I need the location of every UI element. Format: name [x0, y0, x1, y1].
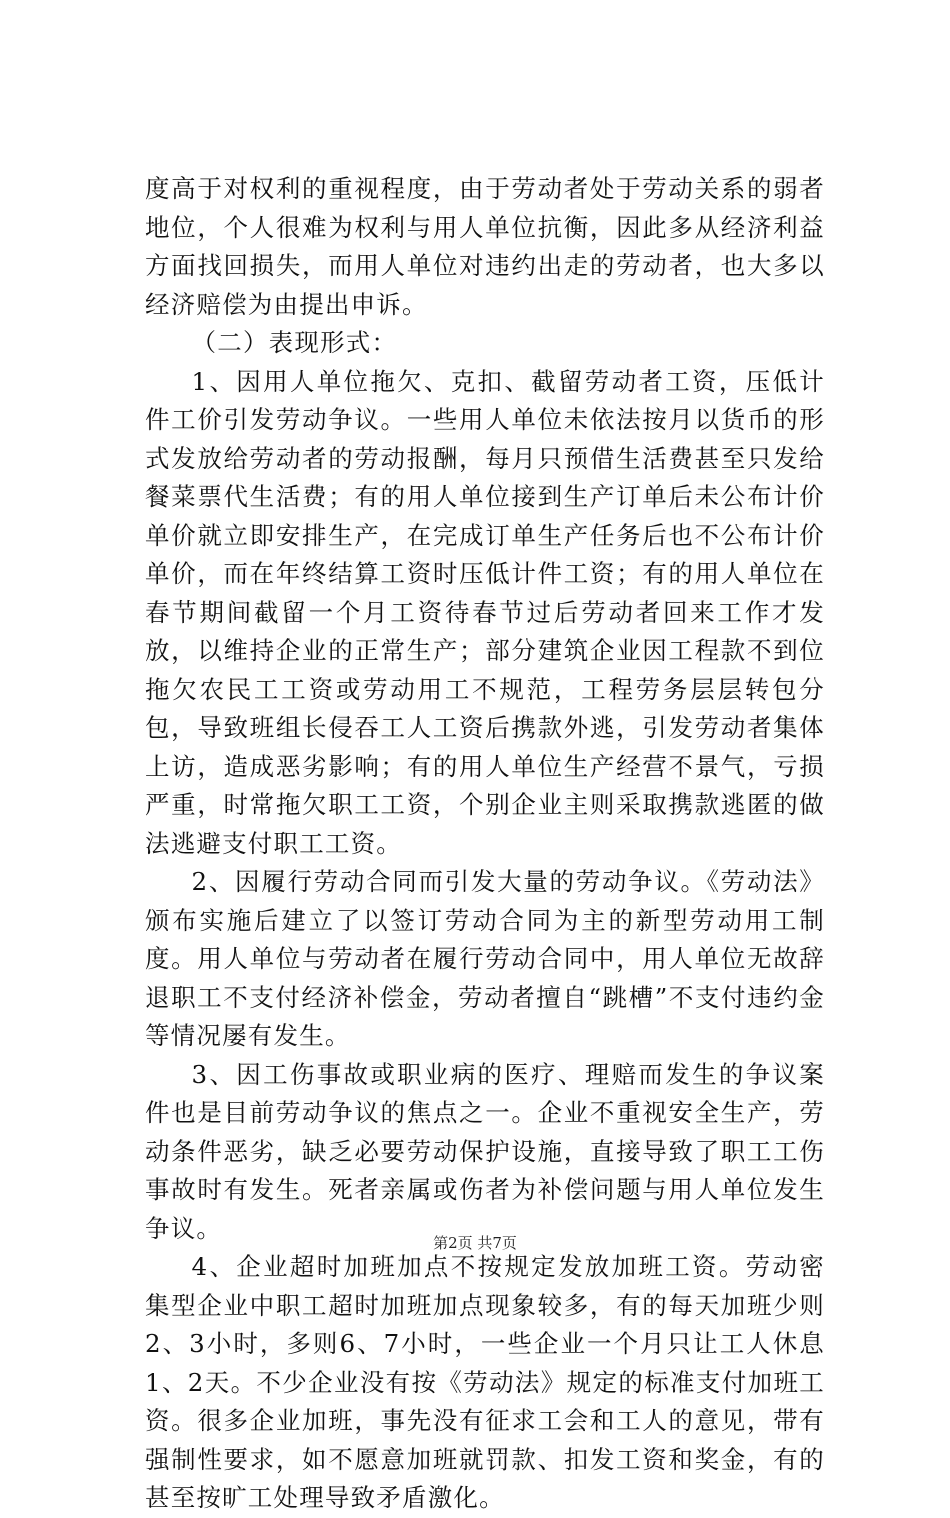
page-number-footer: 第2页 共7页	[433, 1234, 517, 1252]
paragraph-item-1: 1、因用人单位拖欠、克扣、截留劳动者工资，压低计件工价引发劳动争议。一些用人单位未依法按月以货币的形式发放给劳动者的劳动报酬，每月只预借生活费甚至只发给餐菜票代生活费；有的用人单位接到生产订单后未公布计价单价就立即安排生产，在完成订单生产任务后也不公布计价单价，而在年终结算工资时压低计件工资；有的用人单位在春节期间截留一个月工资待春节过后劳动者回来工作才发放，以维持企业的正常生产；部分建筑企业因工程款不到位拖欠农民工工资或劳动用工不规范，工程劳务层层转包分包，导致班组长侵吞工人工资后携款外逃，引发劳动者集体上访，造成恶劣影响；有的用人单位生产经营不景气，亏损严重，时常拖欠职工工资，个别企业主则采取携款逃匿的做法逃避支付职工工资。	[145, 366, 825, 858]
paragraph-item-3: 3、因工伤事故或职业病的医疗、理赔而发生的争议案件也是目前劳动争议的焦点之一。企业不重视安全生产，劳动条件恶劣，缺乏必要劳动保护设施，直接导致了职工工伤事故时有发生。死者亲属或伤者为补偿问题与用人单位发生争议。	[145, 1059, 825, 1243]
section-heading-manifestations: （二）表现形式：	[191, 328, 398, 357]
paragraph-continuation: 度高于对权利的重视程度，由于劳动者处于劳动关系的弱者地位，个人很难为权利与用人单位抗衡，因此多从经济利益方面找回损失，而用人单位对违约出走的劳动者，也大多以经济赔偿为由提出申诉。	[145, 174, 825, 319]
document-body	[145, 170, 825, 1518]
paragraph-item-2: 2、因履行劳动合同而引发大量的劳动争议。《劳动法》颁布实施后建立了以签订劳动合同为主的新型劳动用工制度。用人单位与劳动者在履行劳动合同中，用人单位无故辞退职工不支付经济补偿金，劳动者擅自“跳槽”不支付违约金等情况屡有发生。	[145, 867, 825, 1050]
paragraph-item-4: 4、企业超时加班加点不按规定发放加班工资。劳动密集型企业中职工超时加班加点现象较多，有的每天加班少则2、3小时，多则6、7小时，一些企业一个月只让工人休息1、2天。不少企业没有按《劳动法》规定的标准支付加班工资。很多企业加班，事先没有征求工会和工人的意见，带有强制性要求，如不愿意加班就罚款、扣发工资和奖金，有的甚至按旷工处理导致矛盾激化。	[145, 1252, 825, 1512]
